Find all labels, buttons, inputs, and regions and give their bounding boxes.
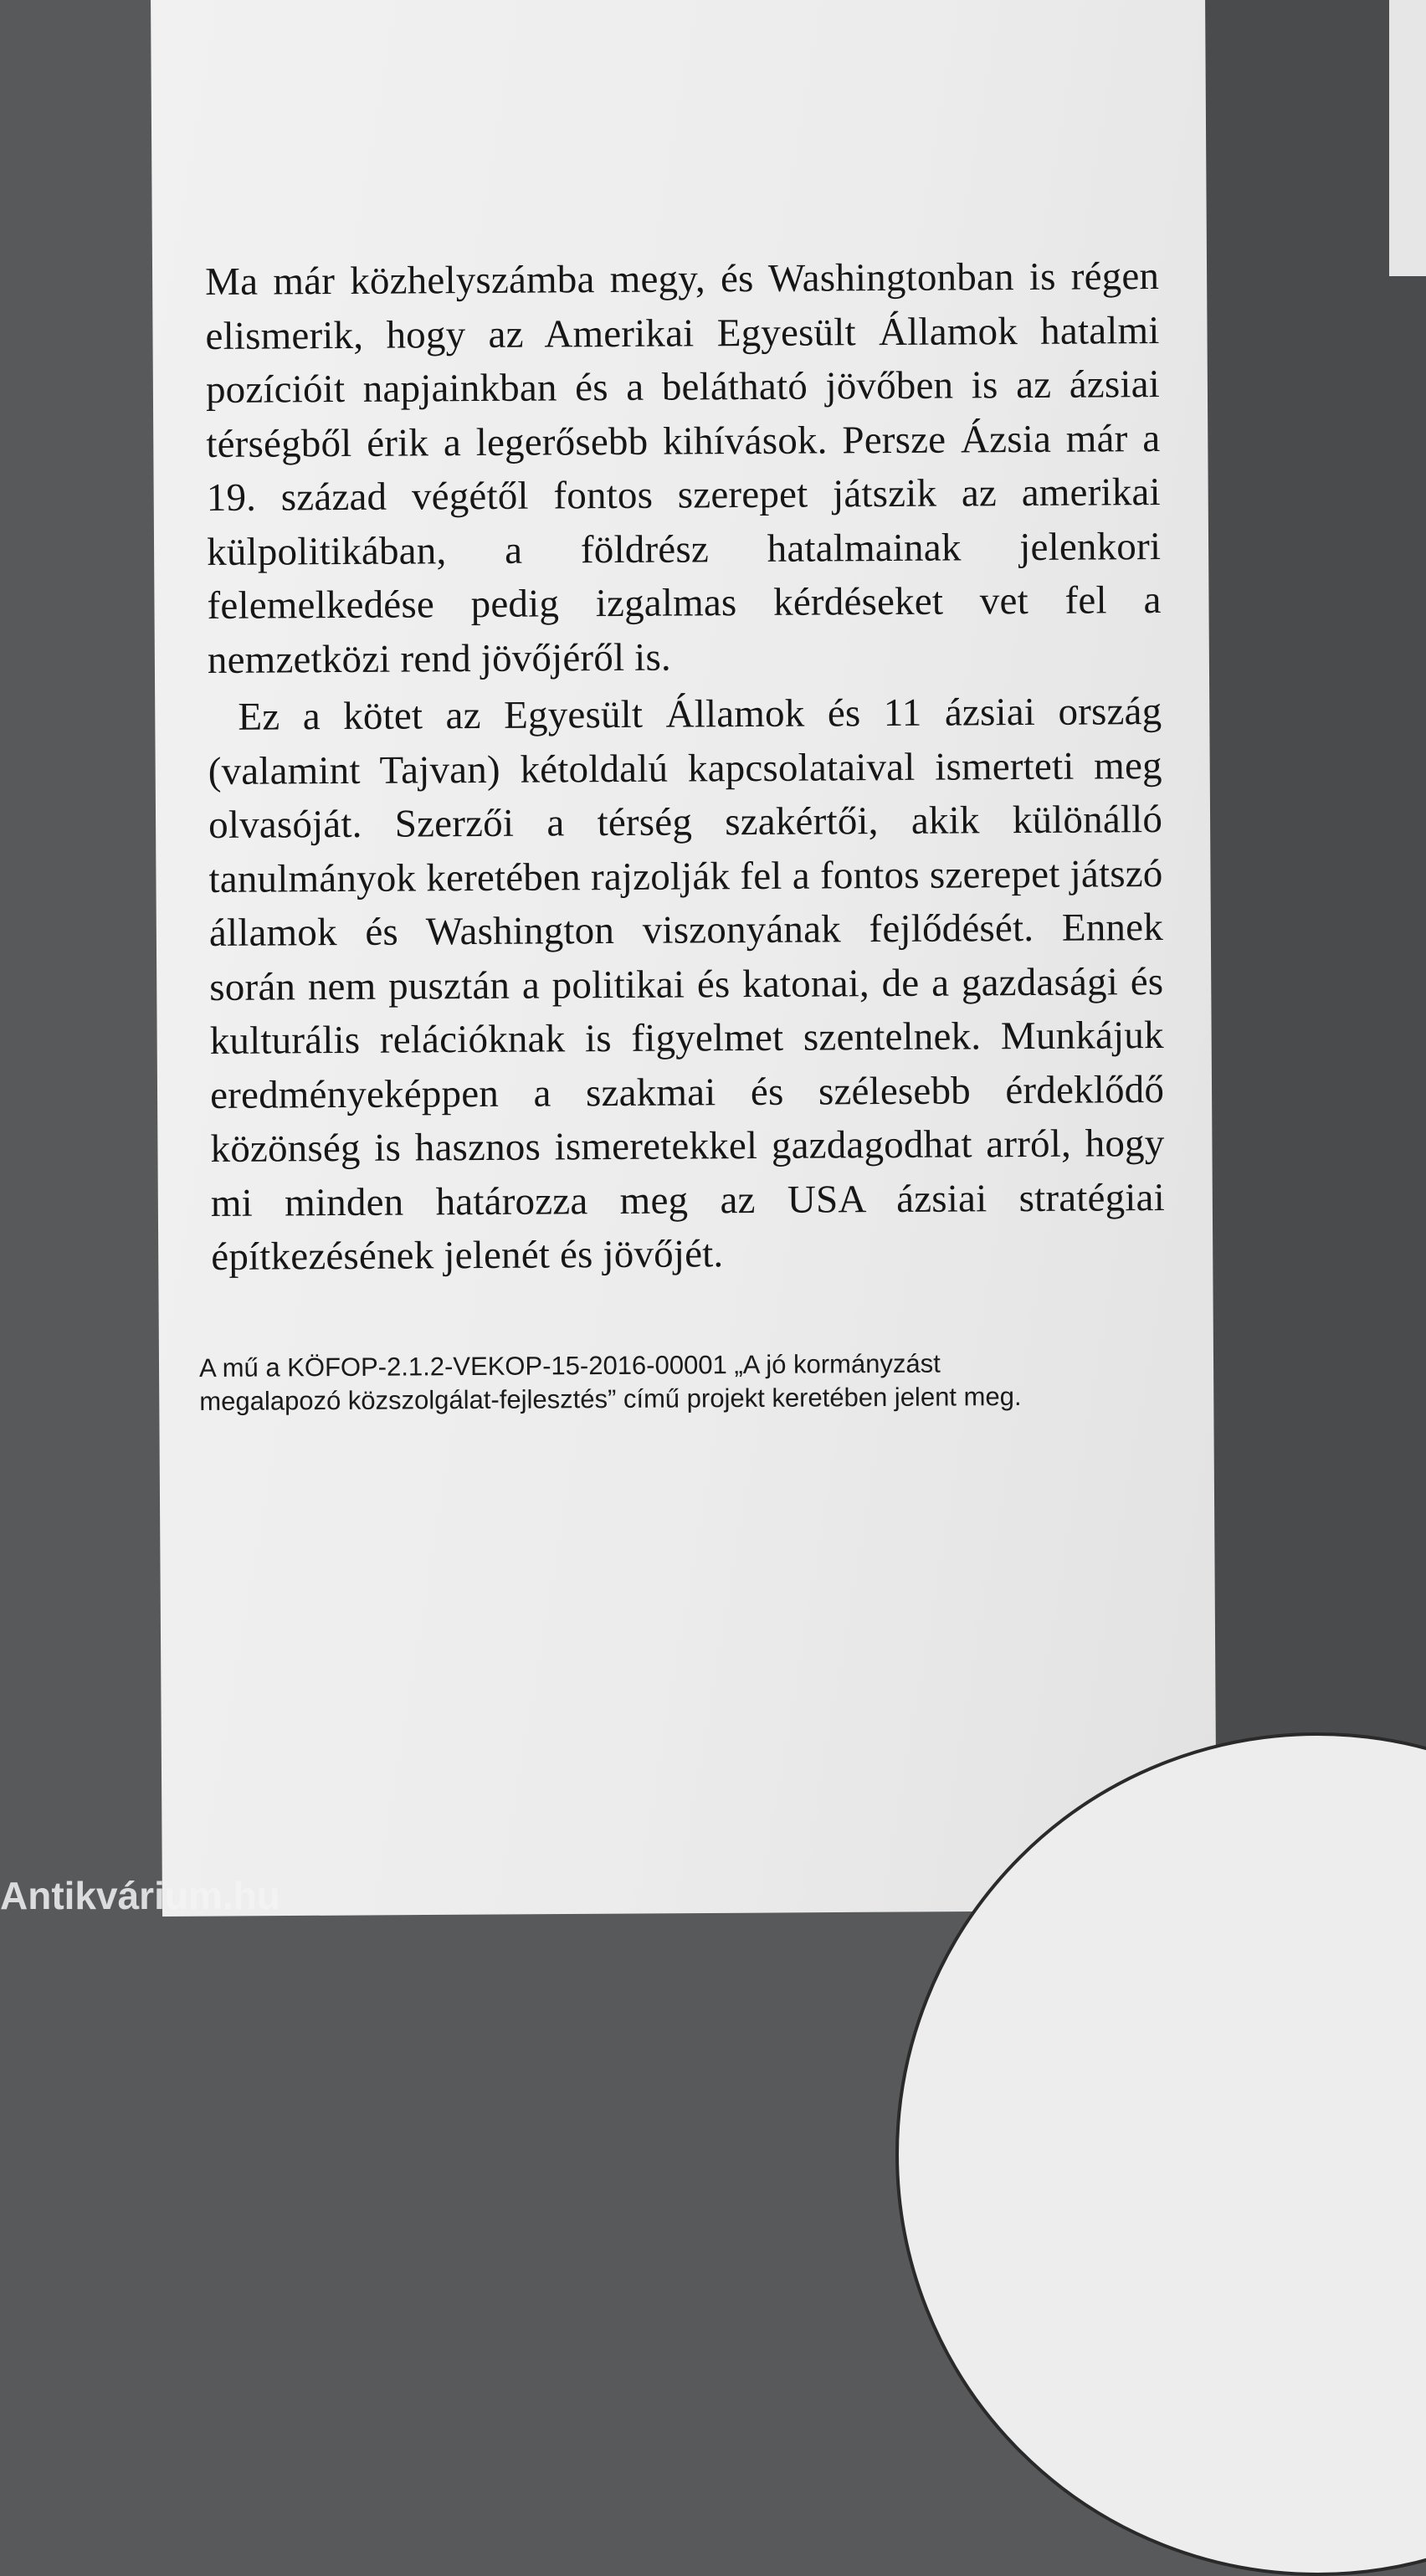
blurb-paragraph-1: Ma már közhelyszámba megy, és Washingtonban is régen elismerik, hogy az Amerikai Egyesült Államok hatalmi pozícióit napjainkban és a belátható jövőben is az ázsiai térségből érik a legerősebb kihívások. Persze Ázsia már a 19. század végétől fontos szerepet játszik az amerikai külpolitikában, a földrész hatalmainak jelenkori felemelkedése pedig izgalmas kérdéseket vet fel a nemzetközi rend jövőjéről is.	[205, 254, 1162, 682]
blurb	[205, 249, 1165, 1284]
watermark-text: Antikvárium.hu	[0, 1874, 280, 1917]
background-light-strip	[1389, 0, 1426, 276]
funding-note: A mű a KÖFOP-2.1.2-VEKOP-15-2016-00001 „A jó kormányzást megalapozó közszolgálat-fejlesztés” című projekt keretében jelent meg.	[199, 1348, 1022, 1416]
blurb-paragraph-2: Ez a kötet az Egyesült Államok és 11 ázsiai ország (valamint Tajvan) kétoldalú kapcsolataival ismerteti meg olvasóját. Szerzői a térség szakértői, akik különálló tanulmányok keretében rajzolják fel a fontos szerepet játszó államok és Washington viszonyának fejlődését. Ennek során nem pusztán a politikai és katonai, de a gazdasági és kulturális relációknak is figyelmet szentelnek. Munkájuk eredményeképpen a szakmai és szélesebb érdeklődő közönség is hasznos ismeretekkel gazdagodhat arról, hogy mi minden határozza meg az USA ázsiai stratégiai építkezésének jelenét és jövőjét.	[208, 690, 1166, 1279]
background-dark-band	[1197, 0, 1426, 1901]
